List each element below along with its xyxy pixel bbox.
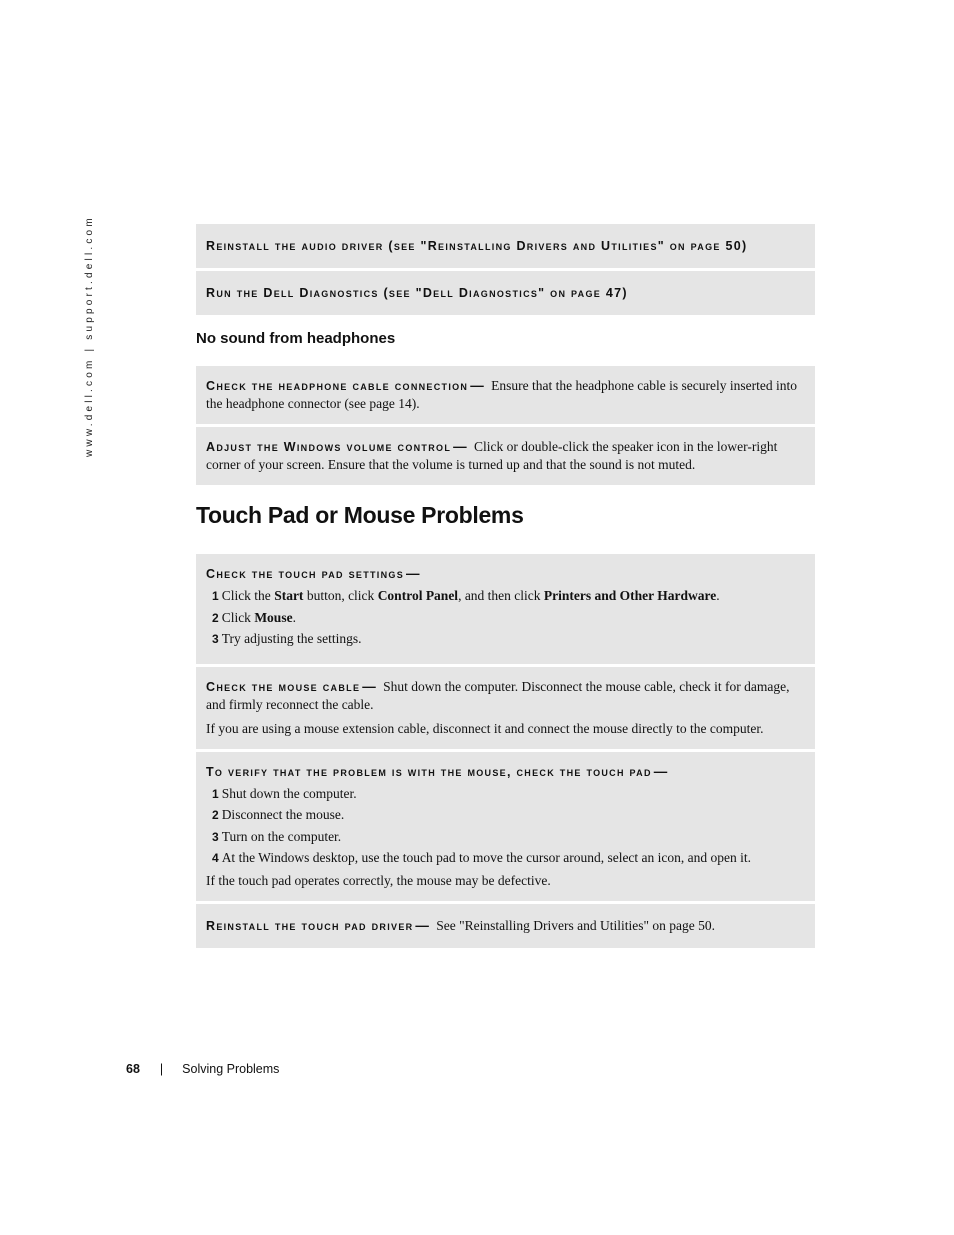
reinstall-touchpad-driver-box bbox=[196, 904, 815, 948]
step-number: 3 bbox=[212, 632, 219, 646]
printers-hardware-term: Printers and Other Hardware bbox=[543, 588, 717, 603]
touchpad-settings-lead: Check the touch pad settings bbox=[206, 567, 404, 581]
verify-problem-lead: To verify that the problem is with the mouse, check the touch pad bbox=[206, 764, 652, 779]
list-item bbox=[212, 828, 805, 846]
step-text: Click the bbox=[221, 588, 275, 603]
footer-separator: | bbox=[159, 1062, 164, 1076]
touchpad-settings-box bbox=[196, 554, 815, 664]
step-text: Turn on the computer. bbox=[221, 828, 342, 844]
volume-control-text: Click or double-click the speaker icon in the lower-right corner of your screen. Ensure that the volume is turned up and that the sound is not muted. bbox=[206, 439, 778, 472]
list-item bbox=[212, 609, 805, 627]
headphone-cable-text: Ensure that the headphone cable is securely inserted into the headphone connector (see page 14). bbox=[206, 378, 798, 411]
headphone-cable-dash: — bbox=[470, 378, 484, 393]
reinstall-audio-driver-box bbox=[196, 224, 815, 268]
volume-control-dash: — bbox=[453, 439, 467, 454]
run-diagnostics-lead: Run the Dell Diagnostics (see "Dell Diagnostics" on page 47) bbox=[206, 286, 628, 300]
step-text: button, click bbox=[303, 588, 378, 603]
reinstall-audio-driver-lead: Reinstall the audio driver (see "Reinstalling Drivers and Utilities" on page 50) bbox=[206, 239, 748, 253]
step-text: . bbox=[716, 588, 720, 603]
mouse-cable-lead: Check the mouse cable bbox=[206, 679, 361, 694]
mouse-cable-text: Shut down the computer. Disconnect the mouse cable, check it for damage, and firmly reconnect the cable. bbox=[206, 678, 790, 712]
list-item bbox=[212, 785, 805, 803]
list-item bbox=[212, 806, 805, 824]
step-number: 3 bbox=[212, 829, 219, 844]
verify-problem-header bbox=[206, 763, 805, 781]
verify-problem-dash: — bbox=[653, 763, 668, 779]
step-text: Try adjusting the settings. bbox=[221, 631, 362, 646]
reinstall-touchpad-driver-text: See "Reinstalling Drivers and Utilities" on page 50. bbox=[436, 918, 716, 933]
control-panel-term: Control Panel bbox=[377, 588, 459, 603]
page-number: 68 bbox=[126, 1062, 140, 1076]
mouse-term: Mouse bbox=[254, 609, 293, 625]
step-number: 2 bbox=[212, 610, 219, 625]
page-content bbox=[196, 224, 815, 951]
page-footer bbox=[126, 1062, 279, 1076]
run-diagnostics-box bbox=[196, 271, 815, 315]
headphones-heading: No sound from headphones bbox=[196, 330, 396, 347]
reinstall-touchpad-driver-lead: Reinstall the touch pad driver bbox=[206, 919, 414, 933]
reinstall-touchpad-driver-dash: — bbox=[415, 918, 429, 933]
step-text: . bbox=[292, 609, 296, 625]
list-item bbox=[212, 587, 805, 605]
headphone-cable-para bbox=[206, 377, 805, 412]
mouse-extension-para: If you are using a mouse extension cable, disconnect it and connect the mouse directly to the computer. bbox=[206, 720, 764, 736]
volume-control-box bbox=[196, 427, 815, 485]
list-item bbox=[212, 849, 805, 867]
touchpad-settings-steps bbox=[206, 587, 805, 648]
headphone-cable-box bbox=[196, 366, 815, 424]
step-text: Disconnect the mouse. bbox=[221, 807, 345, 822]
step-number: 4 bbox=[212, 851, 219, 865]
step-number: 2 bbox=[212, 808, 219, 822]
step-text: Click bbox=[221, 609, 255, 625]
start-button-term: Start bbox=[274, 588, 304, 603]
step-number: 1 bbox=[212, 786, 219, 801]
touchpad-settings-dash: — bbox=[406, 566, 420, 581]
verify-problem-box bbox=[196, 752, 815, 902]
mouse-cable-para bbox=[206, 678, 805, 713]
mouse-cable-box bbox=[196, 667, 815, 749]
sidebar-url: www.dell.com | support.dell.com bbox=[84, 215, 95, 457]
step-text: Shut down the computer. bbox=[221, 785, 357, 801]
step-text: , and then click bbox=[458, 588, 544, 603]
volume-control-lead: Adjust the Windows volume control bbox=[206, 440, 452, 454]
reinstall-touchpad-driver-para bbox=[206, 917, 805, 935]
step-text: At the Windows desktop, use the touch pad to move the cursor around, select an icon, and open it. bbox=[221, 850, 752, 865]
touchpad-title: Touch Pad or Mouse Problems bbox=[196, 502, 524, 528]
step-number: 1 bbox=[212, 589, 219, 603]
list-item bbox=[212, 630, 805, 648]
verify-problem-steps bbox=[206, 785, 805, 868]
mouse-cable-dash: — bbox=[362, 678, 376, 694]
headphone-cable-lead: Check the headphone cable connection bbox=[206, 379, 469, 393]
volume-control-para bbox=[206, 438, 805, 473]
verify-problem-note: If the touch pad operates correctly, the mouse may be defective. bbox=[206, 873, 551, 888]
touchpad-settings-header bbox=[206, 565, 805, 583]
footer-section-title: Solving Problems bbox=[182, 1062, 280, 1076]
